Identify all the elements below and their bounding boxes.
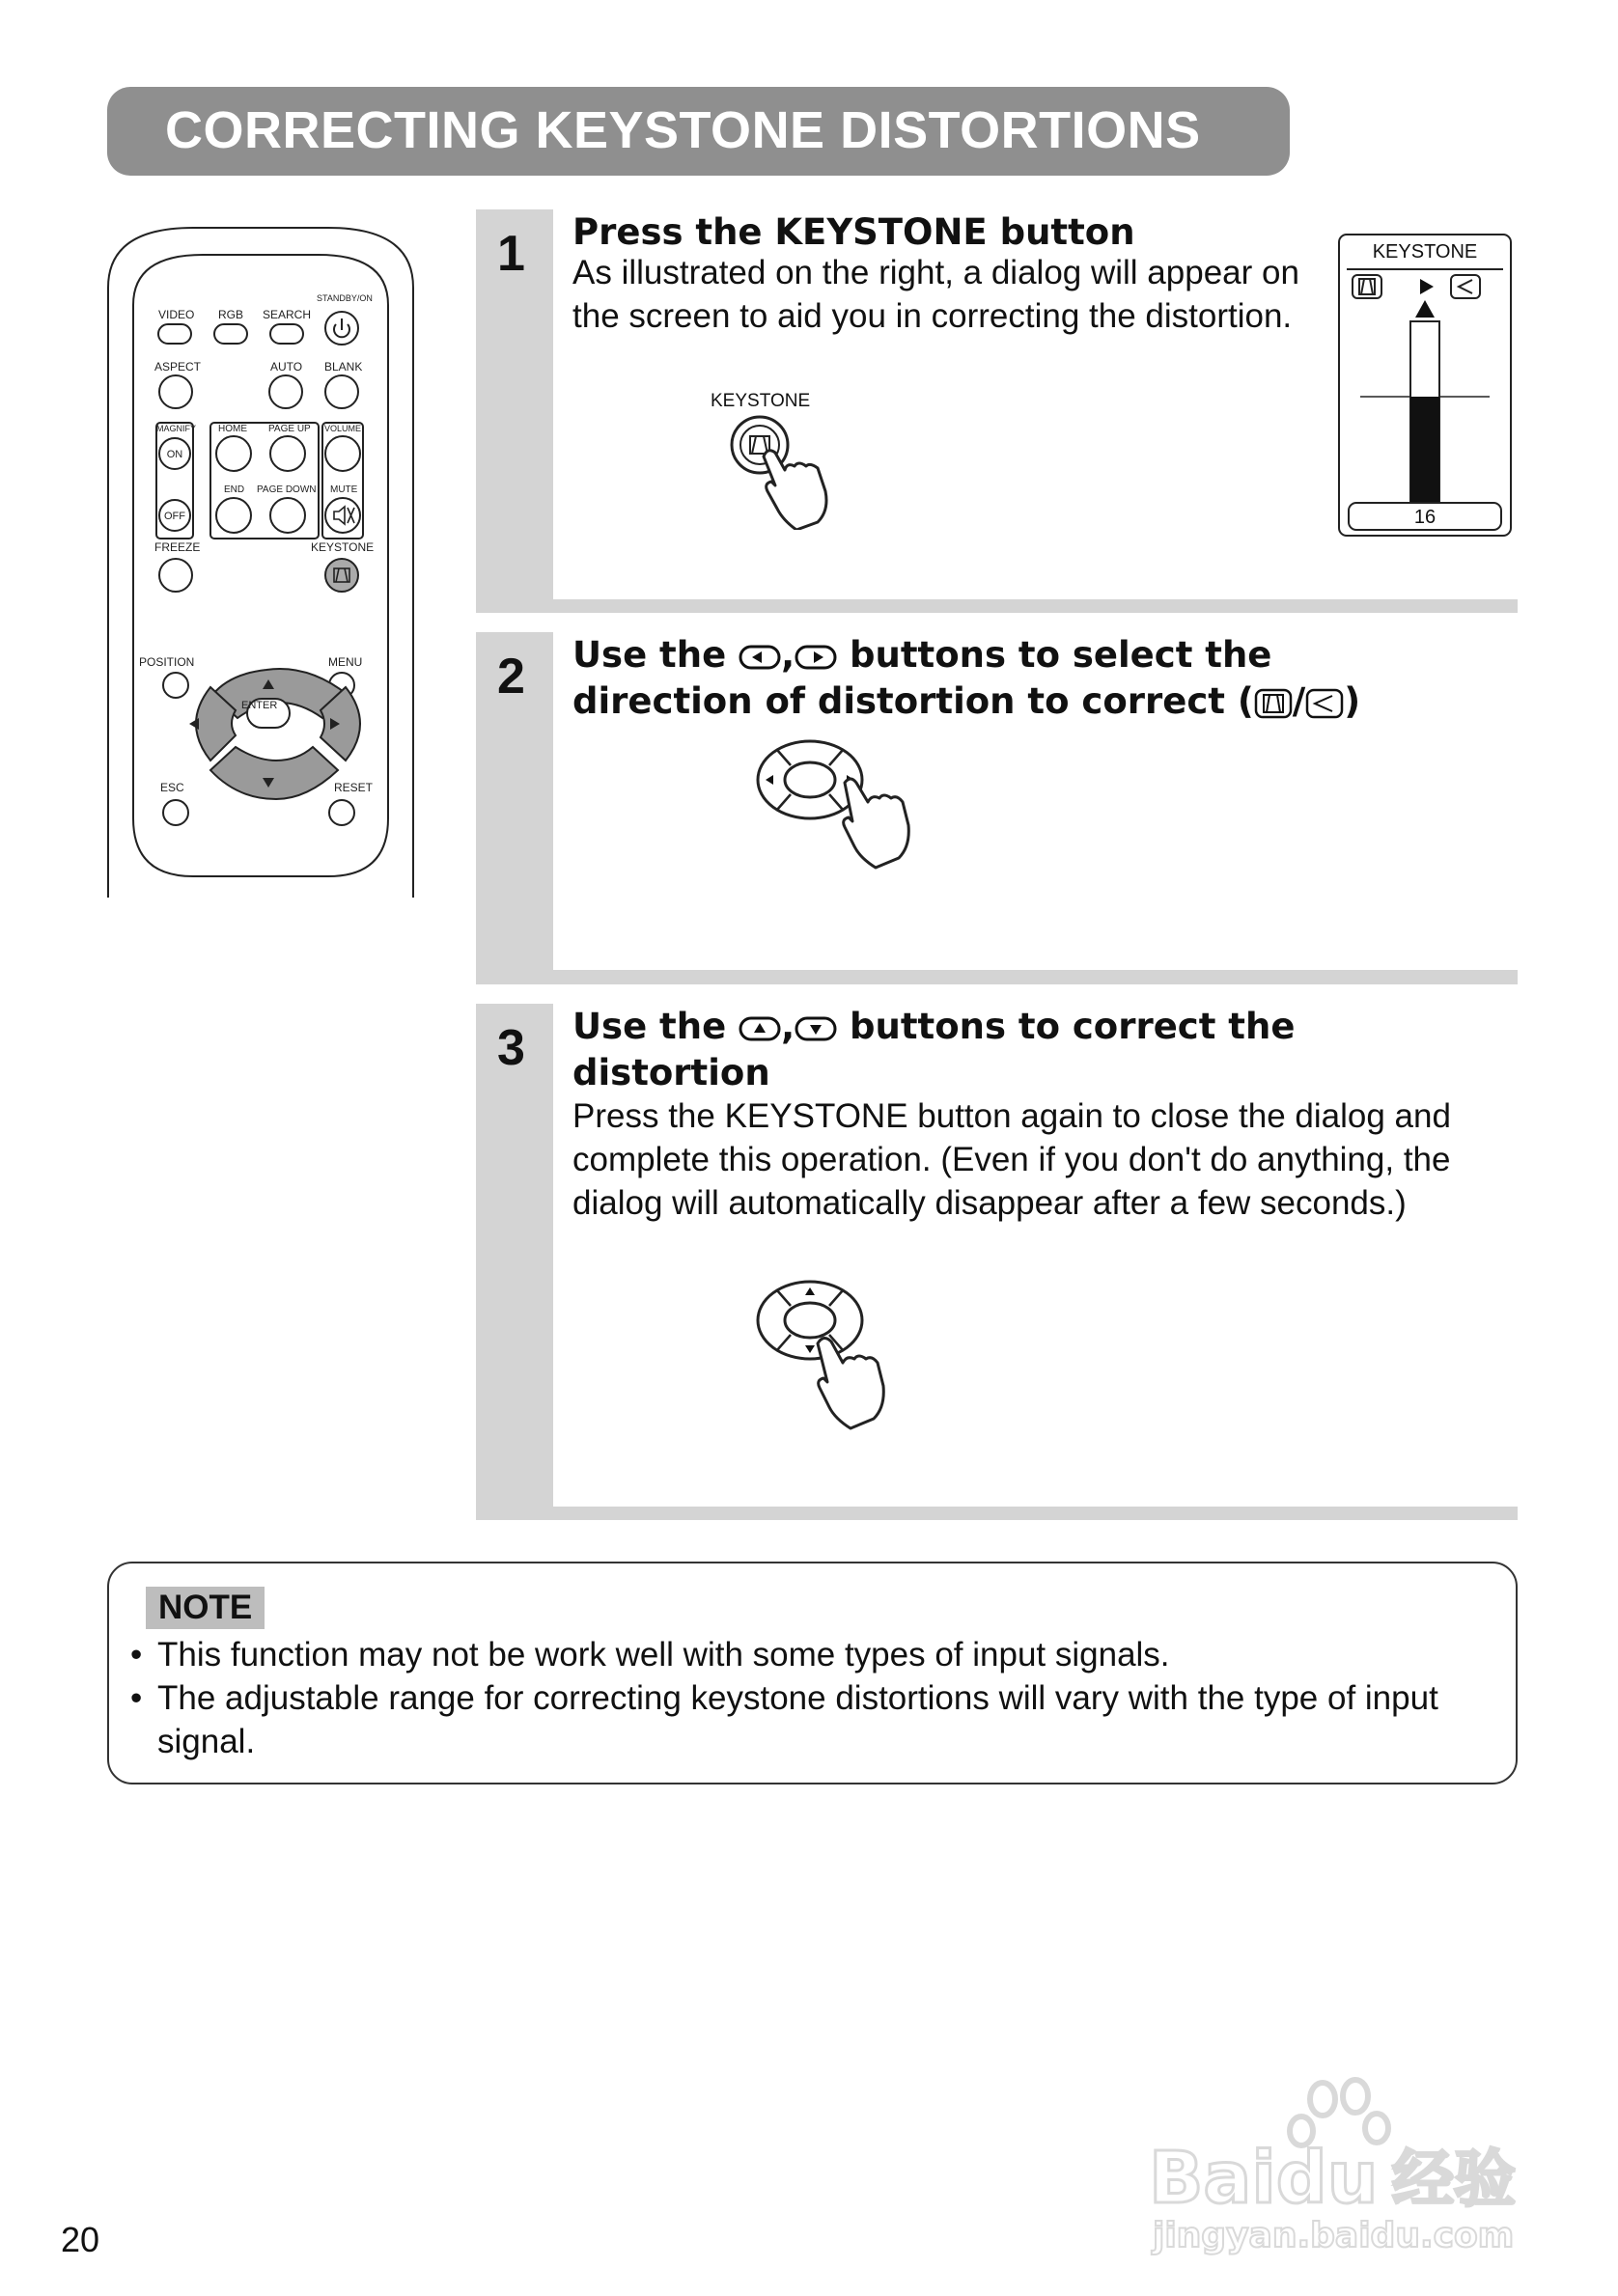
watermark-url: jingyan.baidu.com [1153, 2216, 1515, 2255]
remote-blank-button [325, 375, 358, 408]
step-1-title: Press the KEYSTONE button [572, 211, 1135, 253]
step-3-body: Press the KEYSTONE button again to close the dialog and complete this operation. (Even if you don't do anything, the dialog will automatically disappear after a few seconds.) [572, 1097, 1451, 1222]
remote-label-magnify: MAGNIFY [156, 424, 197, 433]
remote-label-page-down: PAGE DOWN [257, 484, 317, 495]
pointing-hand-icon [818, 1338, 883, 1428]
svg-text:Baidu [1149, 2137, 1378, 2220]
note-item: • This function may not be work well with some types of input signals. [130, 1633, 1482, 1676]
baidu-jingyan-watermark [1149, 2075, 1535, 2258]
remote-reset-button [329, 800, 354, 825]
remote-off-text: OFF [164, 511, 185, 522]
vertical-keystone-icon [1254, 687, 1293, 720]
step-3-title-line2: distortion [572, 1052, 770, 1093]
remote-freeze-button [159, 559, 192, 592]
remote-position-button [163, 673, 188, 698]
remote-keystone-button [325, 559, 358, 592]
dialog-slider-fill [1410, 397, 1439, 512]
remote-volume-button [325, 436, 360, 471]
keystone-button-press-illustration [729, 414, 845, 530]
remote-search-button [270, 324, 303, 344]
remote-label-volume: VOLUME [324, 424, 362, 433]
remote-label-mute: MUTE [330, 484, 358, 495]
pointing-hand-icon [844, 779, 909, 868]
remote-label-freeze: FREEZE [154, 540, 201, 554]
remote-label-esc: ESC [160, 781, 184, 794]
remote-page-up-button [270, 436, 305, 471]
right-button-icon [795, 644, 837, 671]
remote-label-blank: BLANK [324, 360, 363, 373]
up-button-icon [739, 1015, 781, 1042]
remote-label-search: SEARCH [263, 308, 312, 321]
horizontal-keystone-icon [1305, 687, 1344, 720]
step-2-title-part2: buttons to select the [850, 634, 1272, 676]
keystone-button-caption: KEYSTONE [711, 391, 811, 411]
direction-pad-press-right-illustration [756, 738, 930, 883]
note-list [130, 1633, 1482, 1763]
watermark-brand-a: Bai [1149, 2137, 1276, 2220]
remote-label-auto: AUTO [270, 360, 303, 373]
remote-left-arrow-icon [189, 718, 199, 730]
remote-label-page-up: PAGE UP [268, 424, 311, 434]
step-2-title-part1: Use the [572, 634, 727, 676]
step-number: 2 [497, 649, 525, 705]
keystone-dialog-value: 16 [1413, 507, 1437, 528]
step-3-title-part2: buttons to correct the [850, 1006, 1296, 1047]
step-3-panel [476, 1004, 1518, 1520]
direction-pad-press-down-illustration [756, 1274, 920, 1438]
step-number: 3 [497, 1020, 525, 1076]
pointing-hand-icon [764, 451, 826, 530]
remote-label-keystone: KEYSTONE [311, 540, 375, 554]
step-number: 1 [497, 226, 525, 282]
remote-label-aspect: ASPECT [154, 360, 202, 373]
remote-label-standby: STANDBY/ON [317, 293, 373, 303]
step-2-title-end: ) [1344, 680, 1361, 722]
down-button-icon [795, 1015, 837, 1042]
watermark-brand-b: du [1275, 2137, 1379, 2220]
note-box [107, 1562, 1518, 1784]
remote-label-end: END [224, 484, 245, 495]
remote-label-position: POSITION [139, 655, 195, 669]
remote-direction-pad [196, 669, 360, 799]
section-title-bar [107, 87, 1290, 176]
remote-control-illustration [97, 220, 425, 915]
remote-esc-button [163, 800, 188, 825]
note-label: NOTE [146, 1587, 265, 1629]
remote-label-video: VIDEO [158, 308, 195, 321]
remote-end-button [216, 498, 251, 533]
remote-mute-button [325, 498, 360, 533]
remote-video-button [158, 324, 191, 344]
remote-home-button [216, 436, 251, 471]
page-title: CORRECTING KEYSTONE DISTORTIONS [165, 101, 1201, 159]
remote-aspect-button [159, 375, 192, 408]
paw-print-icon [1290, 2080, 1388, 2145]
left-button-icon [739, 644, 781, 671]
keystone-dialog-title: KEYSTONE [1372, 241, 1478, 263]
keystone-dialog-illustration [1337, 233, 1513, 539]
remote-auto-button [269, 375, 302, 408]
remote-label-home: HOME [218, 424, 247, 434]
step-3-title: Use the , buttons to correct the distortion [572, 1006, 1296, 1093]
page-number: 20 [61, 2220, 100, 2259]
step-1-panel [476, 209, 1518, 613]
remote-rgb-button [214, 324, 247, 344]
remote-label-menu: MENU [328, 655, 363, 669]
remote-label-reset: RESET [334, 781, 374, 794]
step-3-title-part1: Use the [572, 1006, 727, 1047]
step-2-panel [476, 632, 1518, 984]
step-1-body: As illustrated on the right, a dialog will appear on the screen to aid you in correcting the distortion. [572, 254, 1299, 335]
remote-page-down-button [270, 498, 305, 533]
watermark-cn: 经验 [1392, 2144, 1516, 2216]
remote-enter-label: ENTER [241, 700, 278, 711]
step-2-title-line2: direction of distortion to correct ( [572, 680, 1254, 722]
remote-on-text: ON [166, 449, 183, 460]
step-2-title: Use the , buttons to select the direction of distortion to correct ( / ) [572, 634, 1361, 722]
remote-label-rgb: RGB [218, 308, 244, 321]
note-item: • The adjustable range for correcting keystone distortions will vary with the type of input signal. [130, 1676, 1482, 1763]
